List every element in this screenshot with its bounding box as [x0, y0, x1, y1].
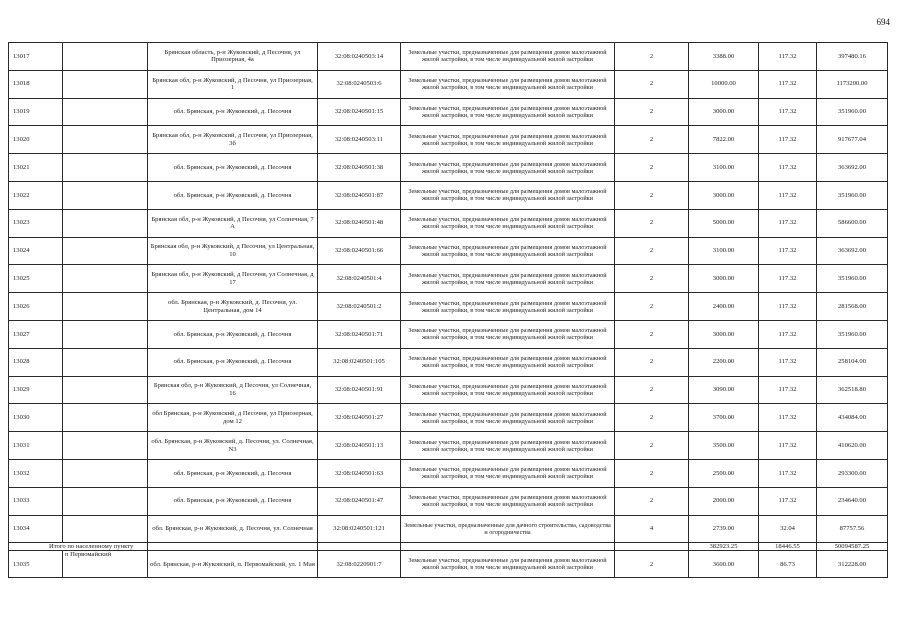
total-empty-use [401, 543, 615, 551]
table-row [9, 209, 888, 237]
row-land-use: Земельные участки, предназначенные для размещения домов малоэтажной жилой застройки, в том числе индивидуальной жилой застройки [401, 265, 615, 293]
row-group: 2 [615, 70, 689, 98]
row-rate: 117.32 [759, 265, 817, 293]
row-land-use: Земельные участки, предназначенные для размещения домов малоэтажной жилой застройки, в том числе индивидуальной жилой застройки [401, 376, 615, 404]
row-value: 397480.16 [817, 43, 888, 71]
row-rate: 117.32 [759, 404, 817, 432]
row-land-use: Земельные участки, предназначенные для размещения домов малоэтажной жилой застройки, в том числе индивидуальной жилой застройки [401, 348, 615, 376]
row-area: 5000.00 [689, 209, 759, 237]
row-empty-name [63, 432, 148, 460]
row-address: обл. Брянская, р-н Жуковский, д. Песочня, ул. Солнечная [148, 515, 318, 543]
row-area: 10000.00 [689, 70, 759, 98]
row-group: 4 [615, 515, 689, 543]
locality-name: п Первомайский [63, 551, 148, 578]
row-land-use: Земельные участки, предназначенные для размещения домов малоэтажной жилой застройки, в том числе индивидуальной жилой застройки [401, 237, 615, 265]
row-number: 13023 [9, 209, 63, 237]
row-cadastral: 32:08:0240503:14 [318, 43, 401, 71]
row-cadastral: 32:08:0240501:87 [318, 181, 401, 209]
row-value: 234640.00 [817, 487, 888, 515]
row-value: 312228.00 [817, 551, 888, 578]
table-row [9, 98, 888, 126]
row-rate: 117.32 [759, 432, 817, 460]
row-area: 3000.00 [689, 320, 759, 348]
row-value: 363692.00 [817, 237, 888, 265]
table-body [9, 43, 888, 578]
row-rate: 32.04 [759, 515, 817, 543]
row-empty-name [63, 43, 148, 71]
row-number: 13032 [9, 459, 63, 487]
row-value: 351960.00 [817, 320, 888, 348]
total-label: Итого по населенному пункту [9, 543, 148, 551]
table-row [9, 404, 888, 432]
row-empty-name [63, 348, 148, 376]
row-empty-name [63, 154, 148, 182]
row-rate: 117.32 [759, 487, 817, 515]
row-cadastral: 32:08:0240501:13 [318, 432, 401, 460]
row-land-use: Земельные участки, предназначенные для размещения домов малоэтажной жилой застройки, в том числе индивидуальной жилой застройки [401, 487, 615, 515]
row-value: 351960.00 [817, 98, 888, 126]
row-number: 13030 [9, 404, 63, 432]
row-land-use: Земельные участки, предназначенные для размещения домов малоэтажной жилой застройки, в том числе индивидуальной жилой застройки [401, 293, 615, 321]
row-rate: 117.32 [759, 376, 817, 404]
row-address: обл. Брянская, р-н Жуковский, д. Песочня, ул. Центральная, дом 14 [148, 293, 318, 321]
table-row [9, 181, 888, 209]
row-number: 13024 [9, 237, 63, 265]
row-address: Брянская обл, р-н Жуковский, д Песочня, ул Солнечная, 7 А [148, 209, 318, 237]
row-group: 2 [615, 154, 689, 182]
row-land-use: Земельные участки, предназначенные для размещения домов малоэтажной жилой застройки, в том числе индивидуальной жилой застройки [401, 154, 615, 182]
row-land-use: Земельные участки, предназначенные для размещения домов малоэтажной жилой застройки, в том числе индивидуальной жилой застройки [401, 404, 615, 432]
row-area: 3000.00 [689, 265, 759, 293]
row-cadastral: 32:08:0240501:48 [318, 209, 401, 237]
row-group: 2 [615, 404, 689, 432]
table-row [9, 515, 888, 543]
row-rate: 117.32 [759, 293, 817, 321]
row-empty-name [63, 98, 148, 126]
table-row [9, 293, 888, 321]
row-rate: 117.32 [759, 209, 817, 237]
row-address: обл. Брянская, р-н Жуковский, д. Песочня [148, 459, 318, 487]
table-row [9, 320, 888, 348]
row-area: 2000.00 [689, 487, 759, 515]
row-cadastral: 32:08:0220901:7 [318, 551, 401, 578]
table-row [9, 237, 888, 265]
row-empty-name [63, 209, 148, 237]
row-group: 2 [615, 432, 689, 460]
total-empty-cadastral [318, 543, 401, 551]
row-address: обл. Брянская, р-н Жуковский, д. Песочня [148, 181, 318, 209]
row-land-use: Земельные участки, предназначенные для размещения домов малоэтажной жилой застройки, в том числе индивидуальной жилой застройки [401, 126, 615, 154]
row-address: обл Брянская, р-н Жуковский, д Песочня, ул Приозерная, дом 12 [148, 404, 318, 432]
row-cadastral: 32:08:0240503:11 [318, 126, 401, 154]
row-cadastral: 32:08:0240501:47 [318, 487, 401, 515]
row-land-use: Земельные участки, предназначенные для размещения домов малоэтажной жилой застройки, в том числе индивидуальной жилой застройки [401, 181, 615, 209]
row-rate: 117.32 [759, 459, 817, 487]
row-group: 2 [615, 348, 689, 376]
row-address: Брянская обл, р-н Жуковский, д Песочня, ул Приозерная, 1 [148, 70, 318, 98]
row-rate: 117.32 [759, 43, 817, 71]
row-value: 434084.00 [817, 404, 888, 432]
row-group: 2 [615, 265, 689, 293]
row-land-use: Земельные участки, предназначенные для размещения домов малоэтажной жилой застройки, в том числе индивидуальной жилой застройки [401, 459, 615, 487]
table-row [9, 70, 888, 98]
row-cadastral: 32:08:0240501:121 [318, 515, 401, 543]
row-value: 917677.04 [817, 126, 888, 154]
table-row [9, 154, 888, 182]
row-area: 3100.00 [689, 154, 759, 182]
row-number: 13026 [9, 293, 63, 321]
row-value: 281568.00 [817, 293, 888, 321]
row-group: 2 [615, 459, 689, 487]
row-rate: 86.73 [759, 551, 817, 578]
row-cadastral: 32:08:0240501:105 [318, 348, 401, 376]
row-address: обл. Брянская, р-н Жуковский, д. Песочня [148, 154, 318, 182]
row-land-use: Земельные участки, предназначенные для размещения домов малоэтажной жилой застройки, в том числе индивидуальной жилой застройки [401, 209, 615, 237]
row-value: 351960.00 [817, 265, 888, 293]
row-address: обл. Брянская, р-н Жуковский, д. Песочня [148, 487, 318, 515]
row-empty-name [63, 404, 148, 432]
row-cadastral: 32:08:0240501:71 [318, 320, 401, 348]
row-rate: 117.32 [759, 126, 817, 154]
total-rate: 18446.55 [759, 543, 817, 551]
row-number: 13031 [9, 432, 63, 460]
row-address: Брянская обл, р-н Жуковский, д Песочня, ул Приозерная, 3б [148, 126, 318, 154]
row-number: 13033 [9, 487, 63, 515]
row-empty-name [63, 487, 148, 515]
row-empty-name [63, 320, 148, 348]
page-number: 694 [876, 17, 890, 27]
row-address: обл. Брянская, р-н Жуковский, д. Песочня, ул. Солнечная, N3 [148, 432, 318, 460]
table-row [9, 376, 888, 404]
row-group: 2 [615, 487, 689, 515]
row-number: 13019 [9, 98, 63, 126]
land-register-table [8, 42, 888, 578]
row-cadastral: 32:08:0240501:15 [318, 98, 401, 126]
row-area: 2739.00 [689, 515, 759, 543]
row-number: 13034 [9, 515, 63, 543]
row-rate: 117.32 [759, 181, 817, 209]
row-land-use: Земельные участки, предназначенные для размещения домов малоэтажной жилой застройки, в том числе индивидуальной жилой застройки [401, 43, 615, 71]
total-area: 382923.25 [689, 543, 759, 551]
row-value: 363692.00 [817, 154, 888, 182]
row-empty-name [63, 293, 148, 321]
row-cadastral: 32:08:0240501:63 [318, 459, 401, 487]
locality-row [9, 551, 888, 578]
row-address: обл. Брянская, р-н Жуковский, д. Песочня [148, 348, 318, 376]
table-row [9, 265, 888, 293]
table-row [9, 459, 888, 487]
row-value: 87757.56 [817, 515, 888, 543]
row-land-use: Земельные участки, предназначенные для размещения домов малоэтажной жилой застройки, в том числе индивидуальной жилой застройки [401, 98, 615, 126]
row-land-use: Земельные участки, предназначенные для размещения домов малоэтажной жилой застройки, в том числе индивидуальной жилой застройки [401, 70, 615, 98]
table-row [9, 126, 888, 154]
row-empty-name [63, 376, 148, 404]
row-area: 3500.00 [689, 432, 759, 460]
row-number: 13020 [9, 126, 63, 154]
row-empty-name [63, 237, 148, 265]
row-rate: 117.32 [759, 98, 817, 126]
row-land-use: Земельные участки, предназначенные для размещения домов малоэтажной жилой застройки, в том числе индивидуальной жилой застройки [401, 320, 615, 348]
row-address: Брянская обл, р-н Жуковский, д Песочня, ул Солнечная, д 17 [148, 265, 318, 293]
row-value: 1173200.00 [817, 70, 888, 98]
row-number: 13017 [9, 43, 63, 71]
row-empty-name [63, 265, 148, 293]
row-area: 2500.00 [689, 459, 759, 487]
row-group: 2 [615, 551, 689, 578]
row-land-use: Земельные участки, предназначенные для размещения домов малоэтажной жилой застройки, в том числе индивидуальной жилой застройки [401, 432, 615, 460]
row-number: 13022 [9, 181, 63, 209]
row-cadastral: 32:08:0240501:27 [318, 404, 401, 432]
row-group: 2 [615, 98, 689, 126]
row-rate: 117.32 [759, 237, 817, 265]
row-value: 362518.80 [817, 376, 888, 404]
row-address: Брянская обл, р-н Жуковский, д Песочня, ул Центральная, 10 [148, 237, 318, 265]
row-group: 2 [615, 126, 689, 154]
row-cadastral: 32:08:0240501:66 [318, 237, 401, 265]
row-area: 3090.00 [689, 376, 759, 404]
row-rate: 117.32 [759, 154, 817, 182]
row-area: 3100.00 [689, 237, 759, 265]
table-row [9, 43, 888, 71]
row-rate: 117.32 [759, 320, 817, 348]
row-rate: 117.32 [759, 70, 817, 98]
row-group: 2 [615, 209, 689, 237]
row-address: Брянская обл, р-н Жуковский, д Песочня, ул Солнечная, 16 [148, 376, 318, 404]
row-cadastral: 32:08:0240501:4 [318, 265, 401, 293]
row-land-use: Земельные участки, предназначенные для размещения домов малоэтажной жилой застройки, в том числе индивидуальной жилой застройки [401, 551, 615, 578]
row-value: 293300.00 [817, 459, 888, 487]
row-cadastral: 32:08:0240501:38 [318, 154, 401, 182]
row-empty-name [63, 126, 148, 154]
row-empty-name [63, 70, 148, 98]
total-row [9, 543, 888, 551]
row-cadastral: 32:08:0240501:91 [318, 376, 401, 404]
row-area: 3000.00 [689, 181, 759, 209]
row-land-use: Земельные участки, предназначенные для дачного строительства, садоводства и огородничества [401, 515, 615, 543]
row-number: 13035 [9, 551, 63, 578]
row-number: 13018 [9, 70, 63, 98]
row-number: 13021 [9, 154, 63, 182]
row-number: 13028 [9, 348, 63, 376]
row-group: 2 [615, 376, 689, 404]
row-group: 2 [615, 237, 689, 265]
row-group: 2 [615, 320, 689, 348]
total-empty-address [148, 543, 318, 551]
row-empty-name [63, 515, 148, 543]
row-area: 2200.00 [689, 348, 759, 376]
row-value: 258104.00 [817, 348, 888, 376]
table-row [9, 348, 888, 376]
row-value: 410620.00 [817, 432, 888, 460]
row-value: 586600.00 [817, 209, 888, 237]
row-empty-name [63, 459, 148, 487]
row-number: 13027 [9, 320, 63, 348]
row-area: 3388.00 [689, 43, 759, 71]
row-cadastral: 32:08:0240503:6 [318, 70, 401, 98]
row-area: 3600.00 [689, 551, 759, 578]
row-area: 2400.00 [689, 293, 759, 321]
row-cadastral: 32:08:0240501:2 [318, 293, 401, 321]
row-rate: 117.32 [759, 348, 817, 376]
row-area: 3000.00 [689, 98, 759, 126]
row-address: Брянская область, р-н Жуковский, д Песочня, ул Приозерная, 4а [148, 43, 318, 71]
table-row [9, 487, 888, 515]
row-area: 3700.00 [689, 404, 759, 432]
table-row [9, 432, 888, 460]
row-group: 2 [615, 43, 689, 71]
row-number: 13029 [9, 376, 63, 404]
row-address: обл. Брянская, р-н Жуковский, д. Песочня [148, 98, 318, 126]
row-number: 13025 [9, 265, 63, 293]
row-group: 2 [615, 293, 689, 321]
total-empty-group [615, 543, 689, 551]
total-value: 50094587.25 [817, 543, 888, 551]
row-address: обл. Брянская, р-н Жуковский, п. Первомайский, ул. 1 Мая [148, 551, 318, 578]
row-area: 7822.00 [689, 126, 759, 154]
row-address: обл. Брянская, р-н Жуковский, д. Песочня [148, 320, 318, 348]
row-value: 351960.00 [817, 181, 888, 209]
row-empty-name [63, 181, 148, 209]
row-group: 2 [615, 181, 689, 209]
